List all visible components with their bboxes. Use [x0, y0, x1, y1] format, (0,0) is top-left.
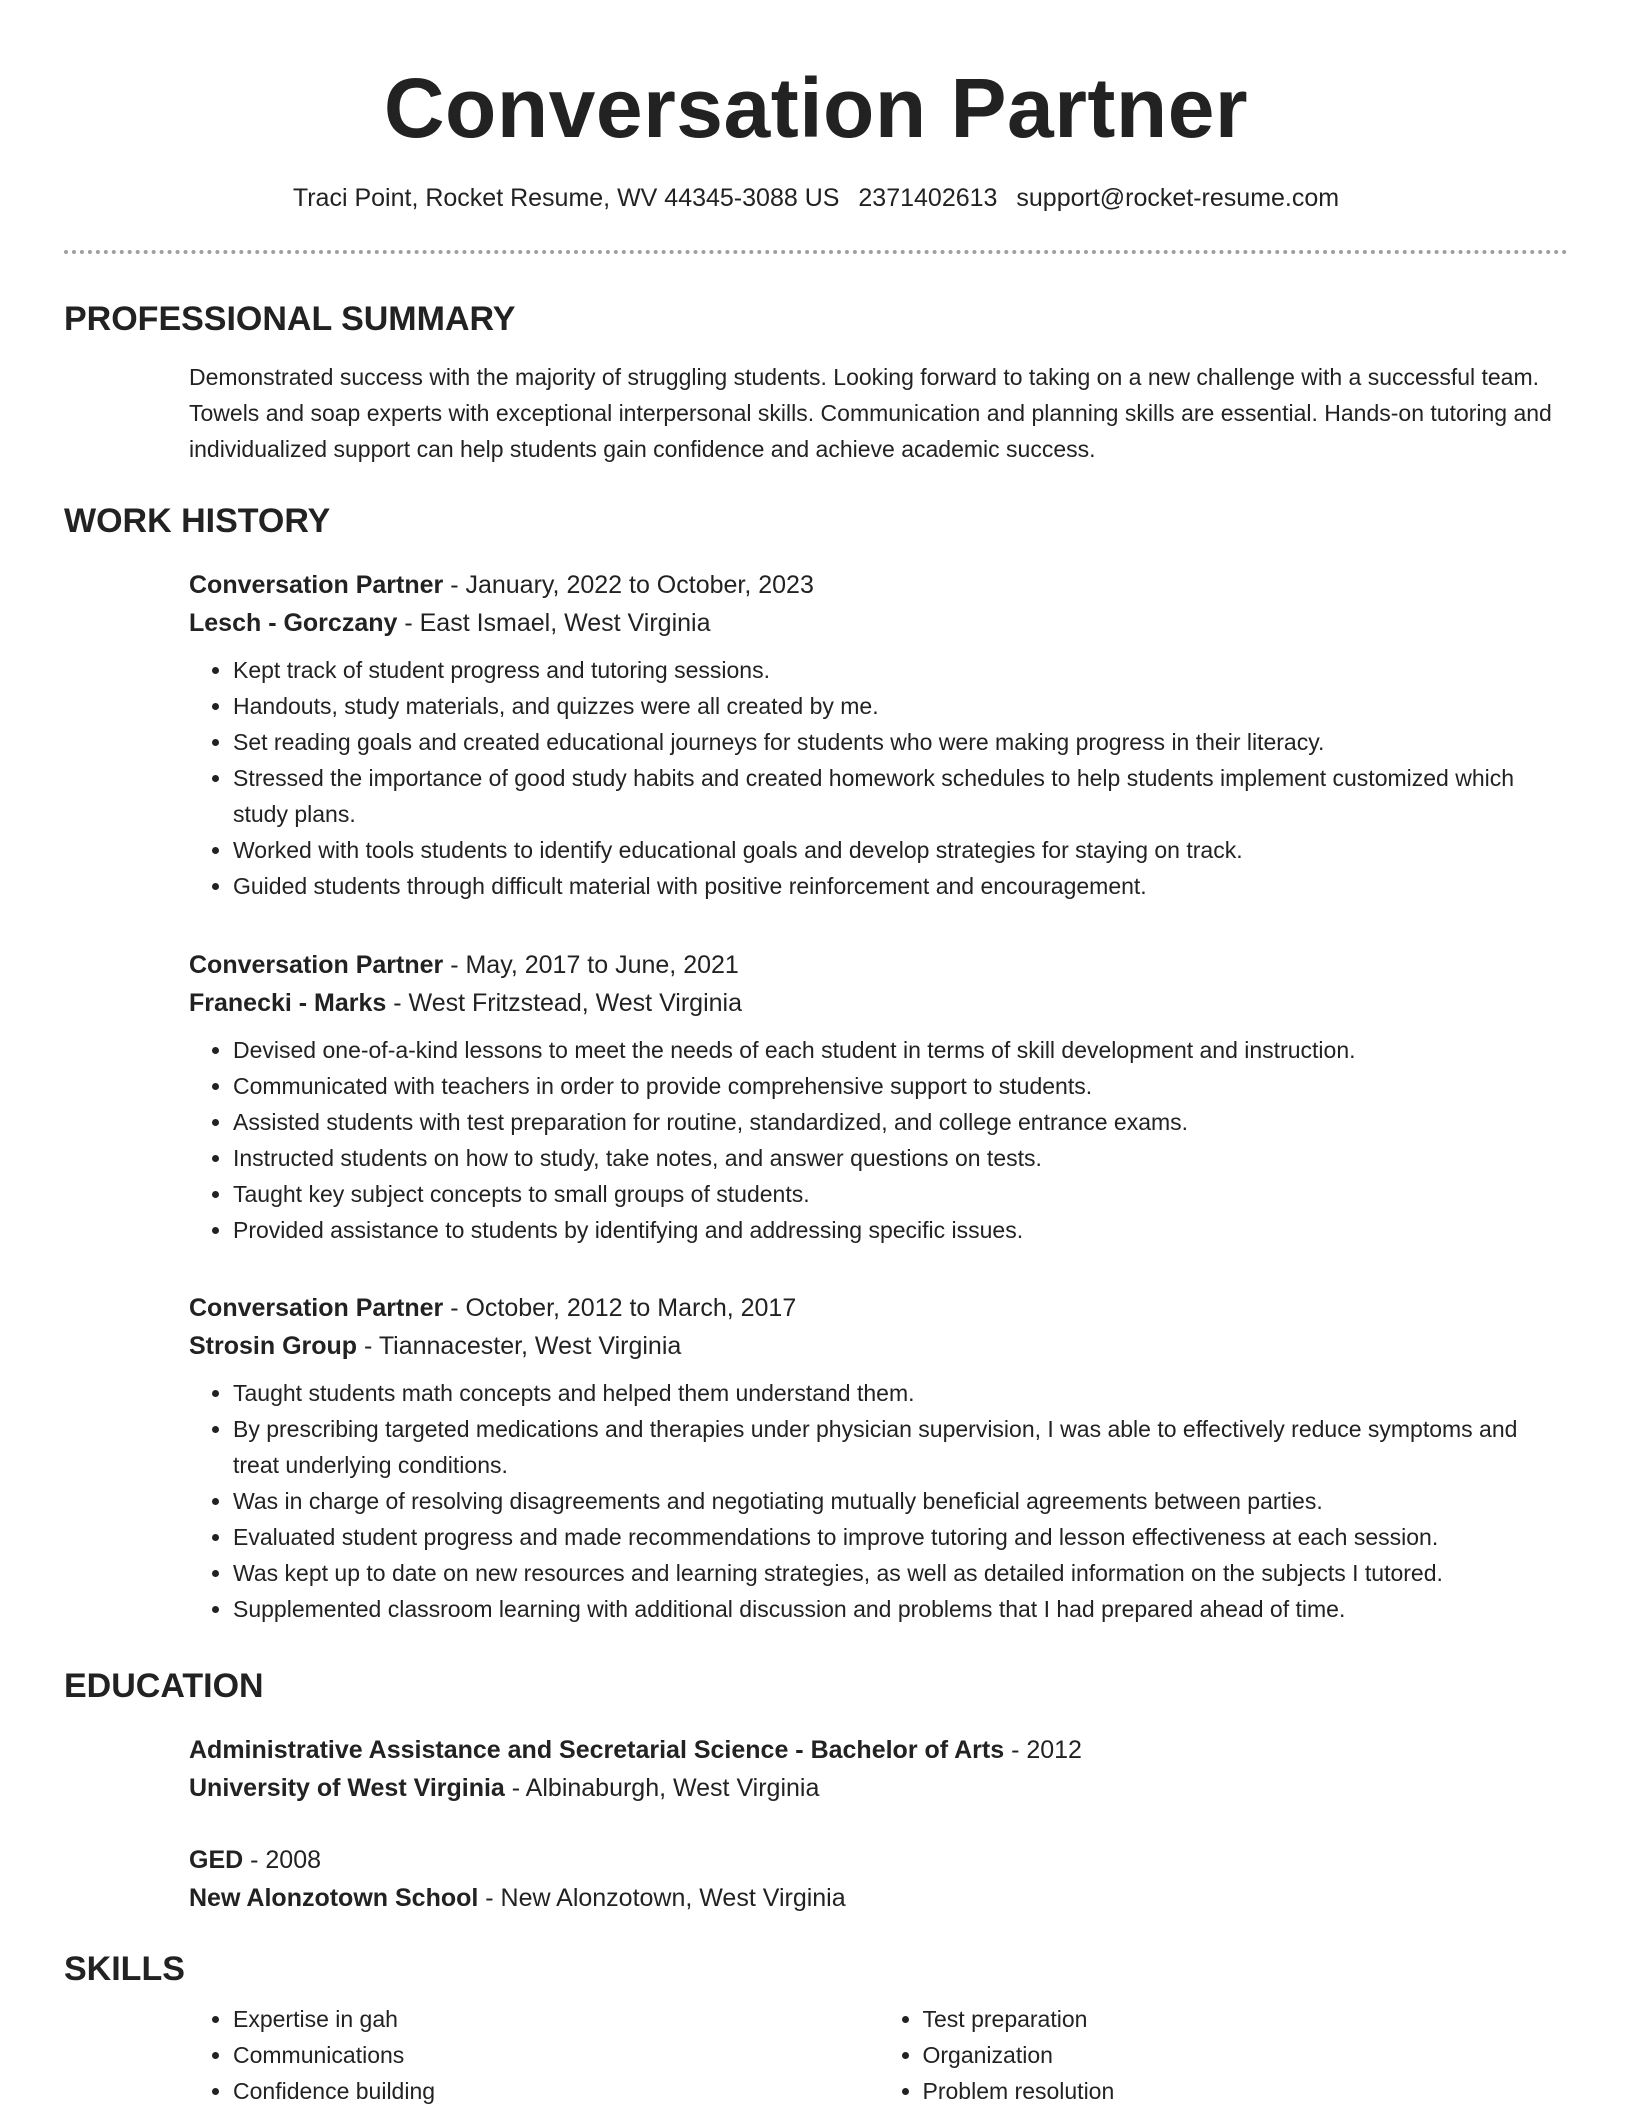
education-2-location: - New Alonzotown, West Virginia — [478, 1884, 846, 1912]
summary-title: PROFESSIONAL SUMMARY — [64, 300, 516, 338]
list-item: • Expertise in gah — [233, 2001, 879, 2037]
job-3-dates: - October, 2012 to March, 2017 — [443, 1294, 797, 1322]
education-1-degree: Administrative Assistance and Secretarial Science - Bachelor of Arts — [189, 1736, 1005, 1764]
education-1-school-line — [189, 1769, 1568, 1807]
job-3-location: - Tiannacester, West Virginia — [357, 1332, 682, 1360]
education-1-location: - Albinaburgh, West Virginia — [504, 1774, 820, 1802]
resume-name: Conversation Partner — [383, 61, 1249, 155]
job-3 — [64, 1289, 1568, 1627]
skills-section — [64, 1947, 1568, 2109]
list-item: • Test preparation — [923, 2001, 1569, 2037]
job-3-bullets — [189, 1375, 1568, 1627]
education-entry-1 — [64, 1731, 1568, 1807]
header-divider — [64, 250, 1568, 254]
job-2-dates: - May, 2017 to June, 2021 — [443, 951, 739, 979]
job-1-role-line — [189, 566, 1568, 604]
summary-section — [64, 297, 1568, 467]
list-item: • Assisted students with test preparation for routine, standardized, and college entrance exams. — [233, 1104, 1568, 1140]
list-item: • Instructed students on how to study, take notes, and answer questions on tests. — [233, 1140, 1568, 1176]
list-item: • Organization — [923, 2037, 1569, 2073]
job-2-role: Conversation Partner — [189, 951, 444, 979]
job-1 — [64, 566, 1568, 904]
list-item: • Communicated with teachers in order to provide comprehensive support to students. — [233, 1068, 1568, 1104]
list-item: • Taught students math concepts and helped them understand them. — [233, 1375, 1568, 1411]
education-entry-2 — [64, 1841, 1568, 1917]
list-item: • Provided assistance to students by identifying and addressing specific issues. — [233, 1212, 1568, 1248]
work-section — [64, 499, 1568, 543]
education-1-degree-line — [189, 1731, 1568, 1769]
education-2-year: - 2008 — [243, 1846, 322, 1874]
job-1-company: Lesch - Gorczany — [189, 609, 398, 637]
job-1-company-line — [189, 604, 1568, 642]
list-item: • Handouts, study materials, and quizzes were all created by me. — [233, 688, 1568, 724]
education-2-degree: GED — [189, 1846, 244, 1874]
job-3-company: Strosin Group — [189, 1332, 358, 1360]
job-3-company-line — [189, 1327, 1568, 1365]
list-item: • Was kept up to date on new resources and learning strategies, as well as detailed information on the subjects I tutored. — [233, 1555, 1568, 1591]
education-2-school-line — [189, 1879, 1568, 1917]
education-title: EDUCATION — [64, 1667, 264, 1705]
list-item: • Evaluated student progress and made recommendations to improve tutoring and lesson effectiveness at each session. — [233, 1519, 1568, 1555]
summary-text: Demonstrated success with the majority of struggling students. Looking forward to taking on a new challenge with a successful team. Towels and soap experts with exceptional interpersonal skills. Communication and planning skills are essential. Hands-on tutoring and individualized support can help students gain confidence and achieve academic success. — [189, 364, 1552, 462]
list-item: • Kept track of student progress and tutoring sessions. — [233, 652, 1568, 688]
list-item: • Problem resolution — [923, 2073, 1569, 2109]
job-2-location: - West Fritzstead, West Virginia — [386, 989, 742, 1017]
job-2-company-line — [189, 984, 1568, 1022]
job-3-role: Conversation Partner — [189, 1294, 444, 1322]
job-2-bullets — [189, 1032, 1568, 1248]
list-item: • Guided students through difficult material with positive reinforcement and encouragement. — [233, 868, 1568, 904]
job-2-role-line — [189, 946, 1568, 984]
skills-title: SKILLS — [64, 1950, 185, 1988]
list-item: • Devised one-of-a-kind lessons to meet the needs of each student in terms of skill development and instruction. — [233, 1032, 1568, 1068]
contact-email: support@rocket-resume.com — [1016, 184, 1340, 212]
skills-left-list — [189, 2001, 879, 2109]
list-item: • Was in charge of resolving disagreements and negotiating mutually beneficial agreements between parties. — [233, 1483, 1568, 1519]
education-2-degree-line — [189, 1841, 1568, 1879]
list-item: • Confidence building — [233, 2073, 879, 2109]
skills-right-list — [879, 2001, 1569, 2109]
education-section — [64, 1664, 1568, 1708]
education-2-school: New Alonzotown School — [189, 1884, 479, 1912]
list-item: • Stressed the importance of good study habits and created homework schedules to help students implement customized which study plans. — [233, 760, 1568, 832]
job-2 — [64, 946, 1568, 1248]
job-1-location: - East Ismael, West Virginia — [397, 609, 711, 637]
education-1-school: University of West Virginia — [189, 1774, 505, 1802]
job-3-role-line — [189, 1289, 1568, 1327]
contact-address: Traci Point, Rocket Resume, WV 44345-3088 US — [292, 184, 840, 212]
list-item: • Taught key subject concepts to small groups of students. — [233, 1176, 1568, 1212]
contact-line — [0, 168, 1632, 228]
list-item: • Worked with tools students to identify educational goals and develop strategies for staying on track. — [233, 832, 1568, 868]
list-item: • Supplemented classroom learning with additional discussion and problems that I had prepared ahead of time. — [233, 1591, 1568, 1627]
job-1-dates: - January, 2022 to October, 2023 — [443, 571, 814, 599]
job-1-role: Conversation Partner — [189, 571, 444, 599]
job-2-company: Franecki - Marks — [189, 989, 387, 1017]
list-item: • Set reading goals and created educational journeys for students who were making progress in their literacy. — [233, 724, 1568, 760]
skills-columns — [189, 2001, 1568, 2109]
education-1-year: - 2012 — [1004, 1736, 1082, 1764]
job-1-bullets — [189, 652, 1568, 904]
contact-phone: 2371402613 — [858, 184, 998, 212]
list-item: • By prescribing targeted medications and therapies under physician supervision, I was able to effectively reduce symptoms and treat underlying conditions. — [233, 1411, 1568, 1483]
list-item: • Communications — [233, 2037, 879, 2073]
work-title: WORK HISTORY — [64, 502, 331, 540]
